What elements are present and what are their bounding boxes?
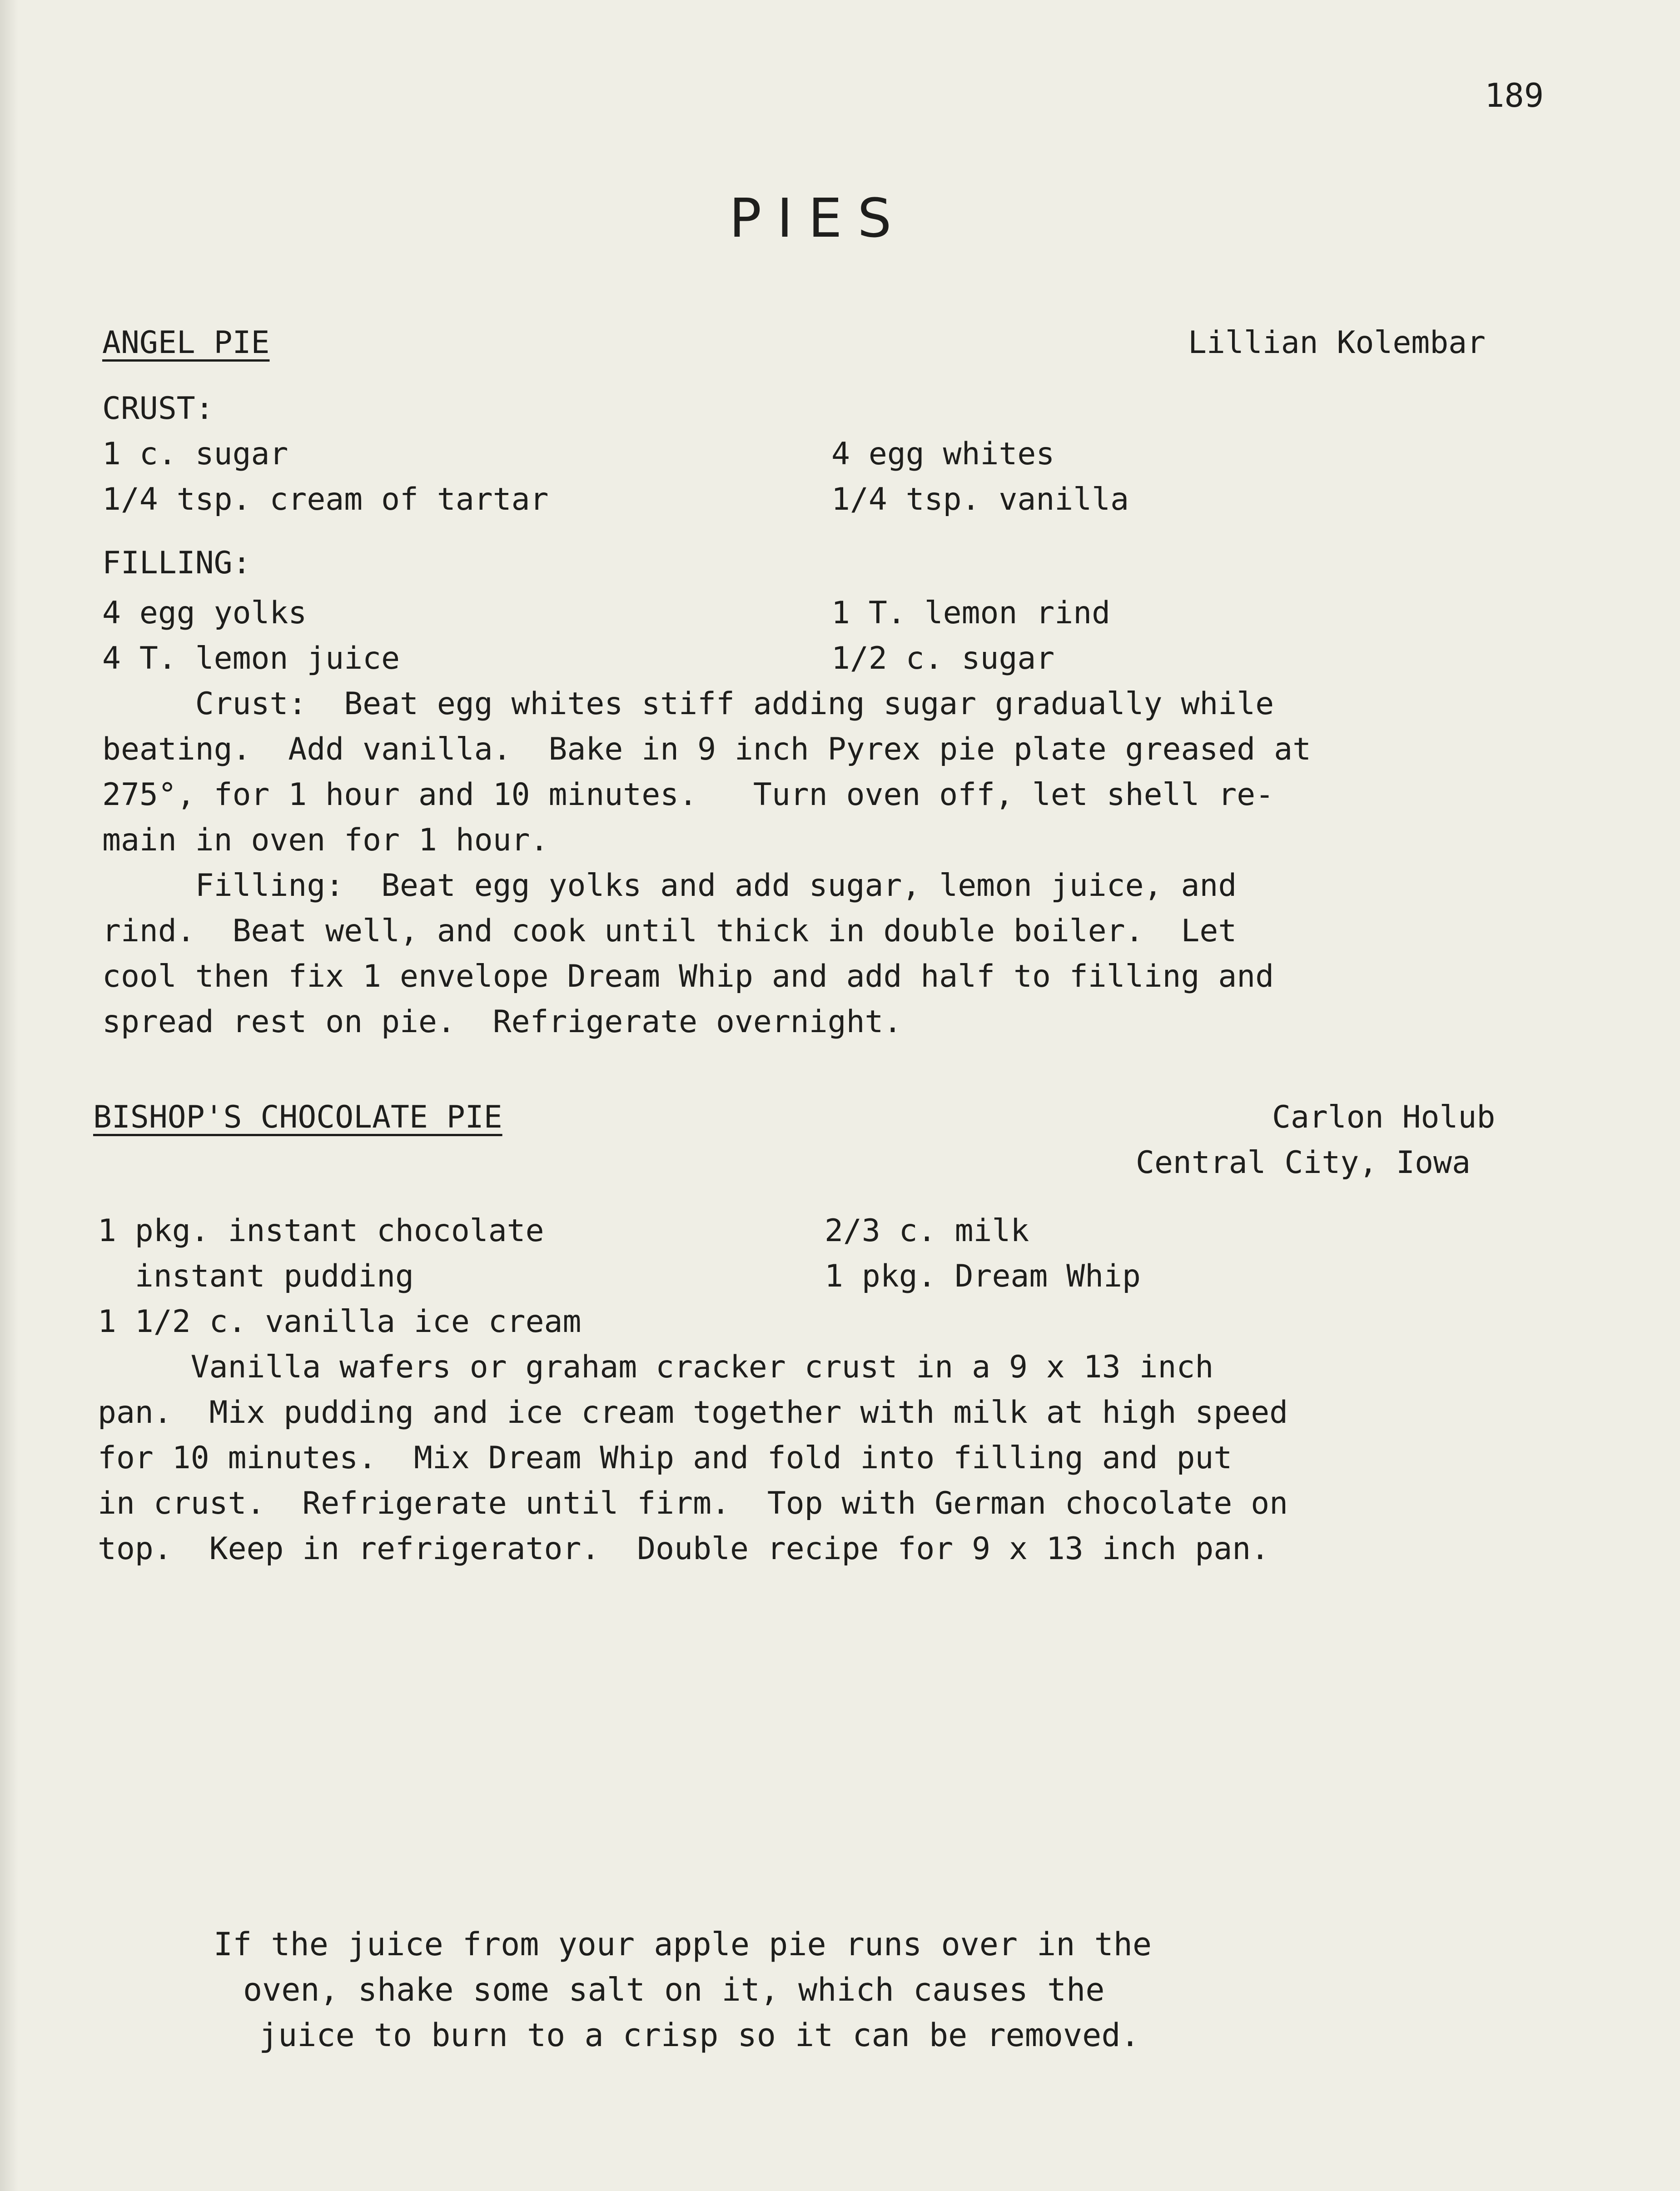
page-binding-shadow — [0, 0, 18, 2191]
ingredient: 4 egg whites — [831, 436, 1055, 472]
page-number: 189 — [1485, 76, 1544, 114]
direction-line: rind. Beat well, and cook until thick in double boiler. Let — [102, 913, 1237, 949]
ingredient: 1/4 tsp. vanilla — [831, 482, 1129, 517]
recipe-title: BISHOP'S CHOCOLATE PIE — [93, 1099, 502, 1135]
ingredient: 1 T. lemon rind — [831, 595, 1111, 631]
hint-line: oven, shake some salt on it, which causes the — [243, 1971, 1105, 2008]
direction-line: for 10 minutes. Mix Dream Whip and fold into filling and put — [98, 1440, 1233, 1476]
ingredient: 4 egg yolks — [102, 595, 307, 631]
ingredient: 4 T. lemon juice — [102, 641, 400, 676]
crust-heading: CRUST: — [102, 391, 214, 427]
direction-line: 275°, for 1 hour and 10 minutes. Turn oven off, let shell re- — [102, 777, 1274, 813]
recipe-author: Carlon Holub — [1272, 1099, 1496, 1135]
direction-line: beating. Add vanilla. Bake in 9 inch Pyrex pie plate greased at — [102, 731, 1312, 767]
direction-line: cool then fix 1 envelope Dream Whip and add half to filling and — [102, 959, 1274, 994]
ingredient: 1/4 tsp. cream of tartar — [102, 482, 549, 517]
direction-line: main in oven for 1 hour. — [102, 822, 549, 858]
ingredient: 1 1/2 c. vanilla ice cream — [98, 1304, 582, 1340]
ingredient: 1 pkg. Dream Whip — [825, 1258, 1141, 1294]
direction-line: pan. Mix pudding and ice cream together with milk at high speed — [98, 1395, 1288, 1431]
hint-line: juice to burn to a crisp so it can be removed. — [259, 2017, 1140, 2054]
ingredient: 1 c. sugar — [102, 436, 288, 472]
hint-line: If the juice from your apple pie runs over in the — [214, 1926, 1152, 1963]
recipe-author: Lillian Kolembar — [1188, 325, 1486, 361]
filling-heading: FILLING: — [102, 545, 251, 581]
section-title: PIES — [729, 187, 907, 249]
ingredient: 1/2 c. sugar — [831, 641, 1055, 676]
ingredient: 2/3 c. milk — [825, 1213, 1029, 1249]
ingredient: instant pudding — [98, 1258, 414, 1294]
direction-line: Crust: Beat egg whites stiff adding sugar gradually while — [102, 686, 1274, 722]
recipe-location: Central City, Iowa — [1136, 1145, 1471, 1181]
direction-line: Vanilla wafers or graham cracker crust in a 9 x 13 inch — [98, 1349, 1214, 1385]
direction-line: top. Keep in refrigerator. Double recipe for 9 x 13 inch pan. — [98, 1531, 1270, 1567]
direction-line: in crust. Refrigerate until firm. Top with German chocolate on — [98, 1486, 1288, 1521]
recipe-title: ANGEL PIE — [102, 325, 270, 361]
ingredient: 1 pkg. instant chocolate — [98, 1213, 544, 1249]
direction-line: Filling: Beat egg yolks and add sugar, lemon juice, and — [102, 868, 1237, 904]
direction-line: spread rest on pie. Refrigerate overnight. — [102, 1004, 902, 1040]
